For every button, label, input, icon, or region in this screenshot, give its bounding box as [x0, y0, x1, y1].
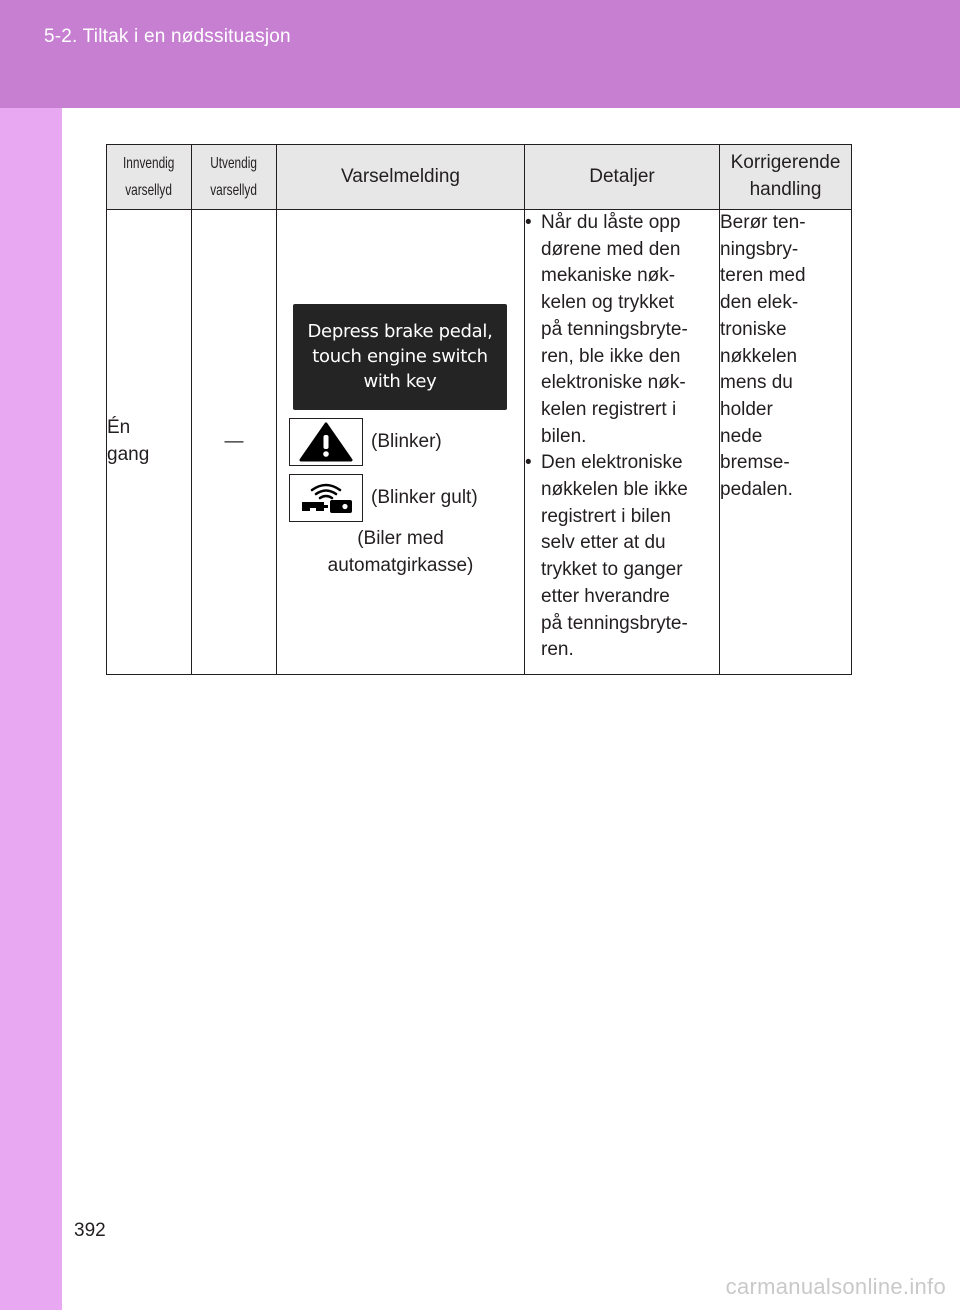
inner-sound-line2: gang	[107, 444, 150, 465]
header-outer-sound-line2: varsellyd	[210, 182, 258, 199]
warning-table	[106, 144, 852, 675]
details-line: nøkkelen ble ikke	[541, 479, 688, 501]
details-line: bilen.	[541, 425, 587, 447]
details-line: trykket to ganger	[541, 559, 683, 581]
vehicle-note-line1: (Biler med	[357, 528, 444, 549]
action-line: ningsbry-	[720, 238, 799, 260]
vehicle-note-line2: automatgirkasse)	[327, 554, 474, 576]
action-line: holder	[720, 398, 773, 420]
cell-inner-sound	[107, 210, 192, 675]
header-details	[525, 145, 720, 210]
header-inner-sound-line1: Innvendig	[123, 155, 175, 172]
action-line: den elek-	[720, 292, 799, 314]
table-row	[107, 210, 852, 675]
action-line: pedalen.	[720, 479, 793, 501]
outer-sound-value: —	[224, 430, 244, 452]
details-line: på tenningsbryte-	[541, 612, 688, 634]
details-line: på tenningsbryte-	[541, 318, 688, 340]
display-message-line1: Depress brake pedal,	[307, 321, 493, 342]
side-band	[0, 108, 62, 1310]
header-inner-sound-line2: varsellyd	[125, 182, 173, 199]
header-action-line2: handling	[749, 179, 822, 200]
details-line: elektroniske nøk-	[541, 372, 686, 394]
header-message-label: Varselmelding	[341, 165, 460, 187]
cell-message	[277, 210, 525, 675]
display-message-panel	[293, 304, 507, 410]
header-action	[720, 145, 852, 210]
details-item	[525, 450, 719, 664]
action-line: nøkkelen	[720, 345, 798, 367]
table-header-row	[107, 145, 852, 210]
header-band	[0, 0, 960, 108]
section-title: 5-2. Tiltak i en nødssituasjon	[44, 26, 291, 47]
action-line: bremse-	[720, 452, 790, 474]
warning-triangle-icon	[289, 418, 363, 466]
warning-icon-label: (Blinker)	[371, 430, 442, 452]
details-line: ren.	[541, 639, 574, 661]
details-line: • Når du låste opp	[541, 212, 681, 233]
key-icon-row	[289, 474, 524, 522]
details-list	[525, 210, 719, 664]
display-message-line3: with key	[363, 371, 437, 392]
header-details-label: Detaljer	[589, 165, 655, 187]
page-number: 392	[74, 1220, 106, 1241]
action-line: Berør ten-	[720, 212, 806, 233]
action-line: nede	[720, 425, 763, 447]
cell-details	[525, 210, 720, 675]
details-line: kelen registrert i	[541, 398, 677, 420]
details-line: • Den elektroniske	[541, 452, 683, 474]
details-line: mekaniske nøk-	[541, 265, 676, 287]
inner-sound-line1: Én	[107, 417, 131, 439]
action-line: teren med	[720, 265, 806, 287]
vehicle-note	[277, 526, 524, 579]
header-outer-sound-line1: Utvendig	[210, 155, 258, 172]
watermark: carmanualsonline.info	[725, 1274, 946, 1299]
cell-outer-sound	[192, 210, 277, 675]
details-item	[525, 210, 719, 450]
details-line: kelen og trykket	[541, 292, 675, 314]
display-message-line2: touch engine switch	[312, 346, 488, 367]
details-line: registrert i bilen	[541, 505, 671, 527]
cell-action	[720, 210, 852, 675]
header-message	[277, 145, 525, 210]
key-icon-label: (Blinker gult)	[371, 486, 478, 508]
action-line: troniske	[720, 318, 787, 340]
details-line: selv etter at du	[541, 532, 666, 554]
header-inner-sound	[107, 145, 192, 210]
header-outer-sound	[192, 145, 277, 210]
action-line: mens du	[720, 372, 793, 394]
details-line: ren, ble ikke den	[541, 345, 681, 367]
key-indicator-icon	[289, 474, 363, 522]
details-line: dørene med den	[541, 238, 681, 260]
header-action-line1: Korrigerende	[730, 152, 841, 174]
details-line: etter hverandre	[541, 585, 670, 607]
warning-icon-row	[289, 418, 524, 466]
